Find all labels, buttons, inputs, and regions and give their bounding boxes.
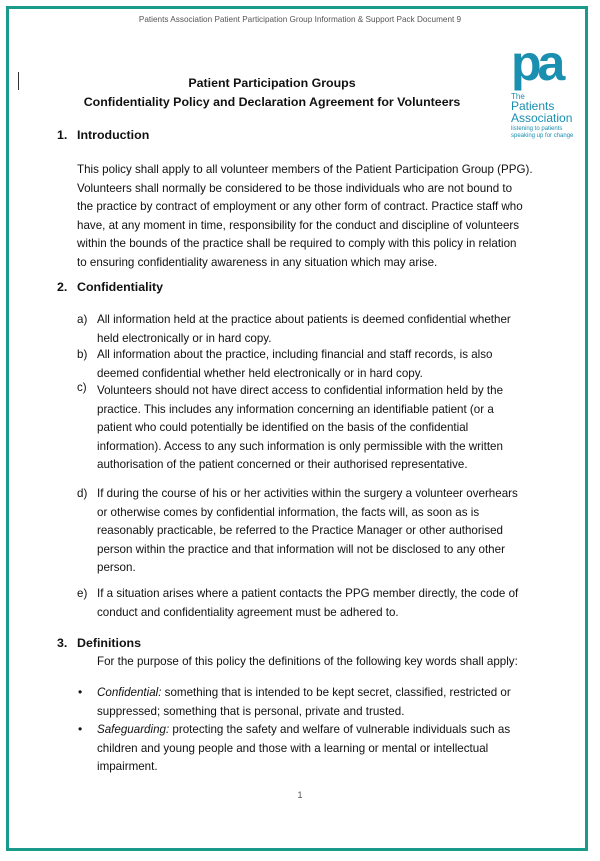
section-3-number: 3. <box>57 636 68 650</box>
logo-name: Patients Association <box>511 99 573 125</box>
section-1-line: This policy shall apply to all volunteer members of the Patient Participation Group (PPG). <box>77 163 533 176</box>
item-a-line: All information held at the practice about patients is deemed confidential whether <box>97 313 511 326</box>
term-confidential: Confidential: <box>97 686 162 699</box>
section-1-number: 1. <box>57 128 68 142</box>
logo-the: The <box>511 92 525 101</box>
section-1-line: Volunteers shall normally be considered to be those individuals who are not bound to <box>77 181 513 195</box>
item-c-line: practice. This includes any information concerning an identifiable patient (or a <box>97 402 494 416</box>
section-1-line: have, at any moment in time, responsibility for the conduct and discipline of volunteers <box>77 218 520 232</box>
running-header: Patients Association Patient Participation Group Information & Support Pack Document 9 <box>138 15 462 24</box>
item-e-line: conduct and confidentiality agreement must be adhered to. <box>97 605 399 619</box>
section-1-line: to ensuring confidentiality awareness in any situation which may arise. <box>77 256 438 269</box>
item-c-line: patient who could potentially be identified on the basis of the confidential <box>97 421 469 435</box>
page-number: 1 <box>297 790 303 800</box>
bullet-safeguarding: • <box>78 722 83 736</box>
definition-safeguarding-line2: children and young people and those with a learning or mental or intellectual <box>97 741 489 755</box>
section-2-title: Confidentiality <box>77 280 164 294</box>
definition-safeguarding-line3: impairment. <box>97 760 158 774</box>
item-d-line: person within the practice and that information will not be disclosed to any other <box>97 542 505 556</box>
section-1-line: the practice by contract of employment or any other form of contract. Practice staff who <box>77 200 523 214</box>
item-b-line: deemed confidential whether held electronically or in hard copy. <box>97 366 423 380</box>
item-c-line: authorisation of the patient concerned or their authorised representative. <box>97 458 468 472</box>
definition-confidential-line2: suppressed; something that is personal, private and trusted. <box>97 704 405 718</box>
section-1-title: Introduction <box>77 128 150 142</box>
item-d-line: reasonably practicable, be referred to the Practice Manager or other authorised <box>97 524 504 538</box>
logo-mark: pa <box>511 35 562 91</box>
definition-confidential-line1 <box>97 684 511 703</box>
item-e-label: e) <box>77 587 88 600</box>
item-a-label: a) <box>77 313 88 326</box>
item-a-line: held electronically or in hard copy. <box>97 331 272 345</box>
item-c-line: information). Access to any such information is only permissible with the written <box>97 439 503 453</box>
item-c-label: c) <box>77 381 87 394</box>
item-d-label: d) <box>77 487 88 500</box>
section-3-title: Definitions <box>77 636 142 650</box>
section-2-number: 2. <box>57 280 68 294</box>
definition-confidential-text: something that is intended to be kept secret, classified, restricted or <box>161 686 511 699</box>
definition-safeguarding-line1 <box>97 721 510 740</box>
item-d-line: person. <box>97 561 136 575</box>
bullet-confidential: • <box>78 685 83 699</box>
item-e-line: If a situation arises where a patient contacts the PPG member directly, the code of <box>97 587 519 600</box>
definition-safeguarding-text: protecting the safety and welfare of vulnerable individuals such as <box>169 723 511 736</box>
document-title-line1: Patient Participation Groups <box>188 76 356 90</box>
item-c-line: Volunteers should not have direct access to confidential information held by the <box>97 384 504 397</box>
section-3-intro: For the purpose of this policy the definitions of the following key words shall apply: <box>97 655 518 668</box>
logo-tagline: listening to patients speaking up for change <box>511 126 574 139</box>
text-cursor <box>18 72 19 90</box>
patients-association-logo <box>497 35 583 143</box>
item-b-label: b) <box>77 348 88 361</box>
term-safeguarding: Safeguarding: <box>97 723 170 736</box>
section-1-line: within the bounds of the practice shall be required to comply with this policy in relation <box>77 237 517 251</box>
item-d-line: If during the course of his or her activities within the surgery a volunteer overhears <box>97 487 518 500</box>
item-b-line: All information about the practice, including financial and staff records, is also <box>97 348 493 361</box>
item-d-line: or otherwise comes by confidential information, the facts will, as soon as is <box>97 505 480 519</box>
document-title-line2: Confidentiality Policy and Declaration Agreement for Volunteers <box>83 95 461 109</box>
